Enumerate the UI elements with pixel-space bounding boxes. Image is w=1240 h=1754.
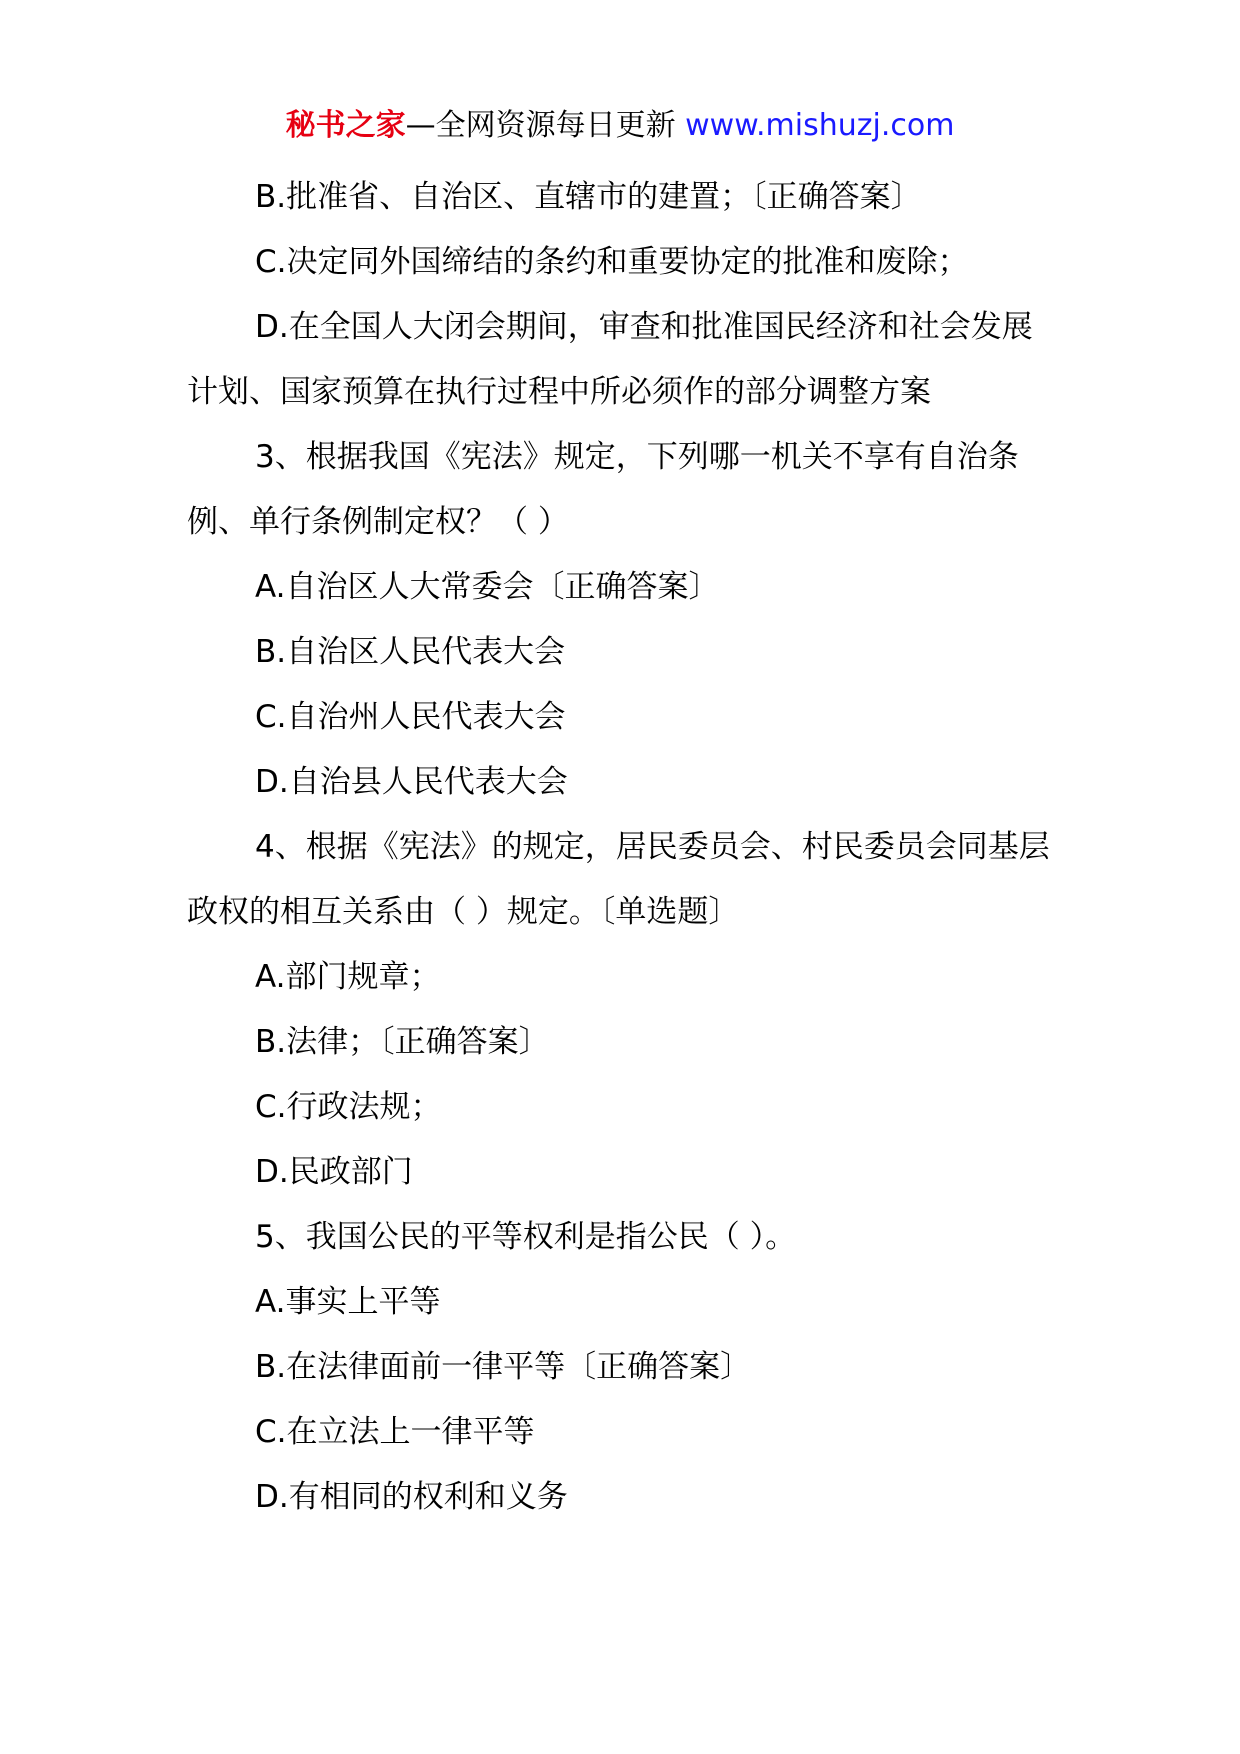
option-a-q4: A.部门规章； (255, 959, 441, 995)
option-b-q4: B.法律；〔正确答案〕 (255, 1024, 550, 1060)
option-c-q2: C.决定同外国缔结的条约和重要协定的批准和废除； (255, 244, 969, 280)
question-3: 3、根据我国《宪法》规定，下列哪一机关不享有自治条例、单行条例制定权？（ ） (187, 439, 1019, 540)
question-5: 5、我国公民的平等权利是指公民（ ）。 (255, 1219, 797, 1255)
option-a-q3: A.自治区人大常委会〔正确答案〕 (255, 569, 720, 605)
document-body (187, 165, 1057, 1530)
website-link[interactable]: www.mishuzj.com (685, 108, 955, 143)
option-c-q5: C.在立法上一律平等 (255, 1414, 535, 1450)
brand-name: 秘书之家 (285, 108, 406, 143)
page-header (0, 104, 1240, 148)
option-d-q5: D.有相同的权利和义务 (255, 1479, 568, 1515)
option-b-q2: B.批准省、自治区、直辖市的建置；〔正确答案〕 (255, 179, 922, 215)
option-b-q5: B.在法律面前一律平等〔正确答案〕 (255, 1349, 752, 1385)
header-tagline: —全网资源每日更新 (405, 108, 676, 143)
option-d-q2: D.在全国人大闭会期间，审查和批准国民经济和社会发展计划、国家预算在执行过程中所必须作的部分调整方案 (187, 309, 1033, 410)
option-a-q5: A.事实上平等 (255, 1284, 441, 1320)
question-4: 4、根据《宪法》的规定，居民委员会、村民委员会同基层政权的相互关系由（ ）规定。〔单选题〕 (187, 829, 1050, 930)
option-c-q3: C.自治州人民代表大会 (255, 699, 566, 735)
option-d-q3: D.自治县人民代表大会 (255, 764, 568, 800)
option-b-q3: B.自治区人民代表大会 (255, 634, 566, 670)
option-d-q4: D.民政部门 (255, 1154, 413, 1190)
option-c-q4: C.行政法规； (255, 1089, 442, 1125)
